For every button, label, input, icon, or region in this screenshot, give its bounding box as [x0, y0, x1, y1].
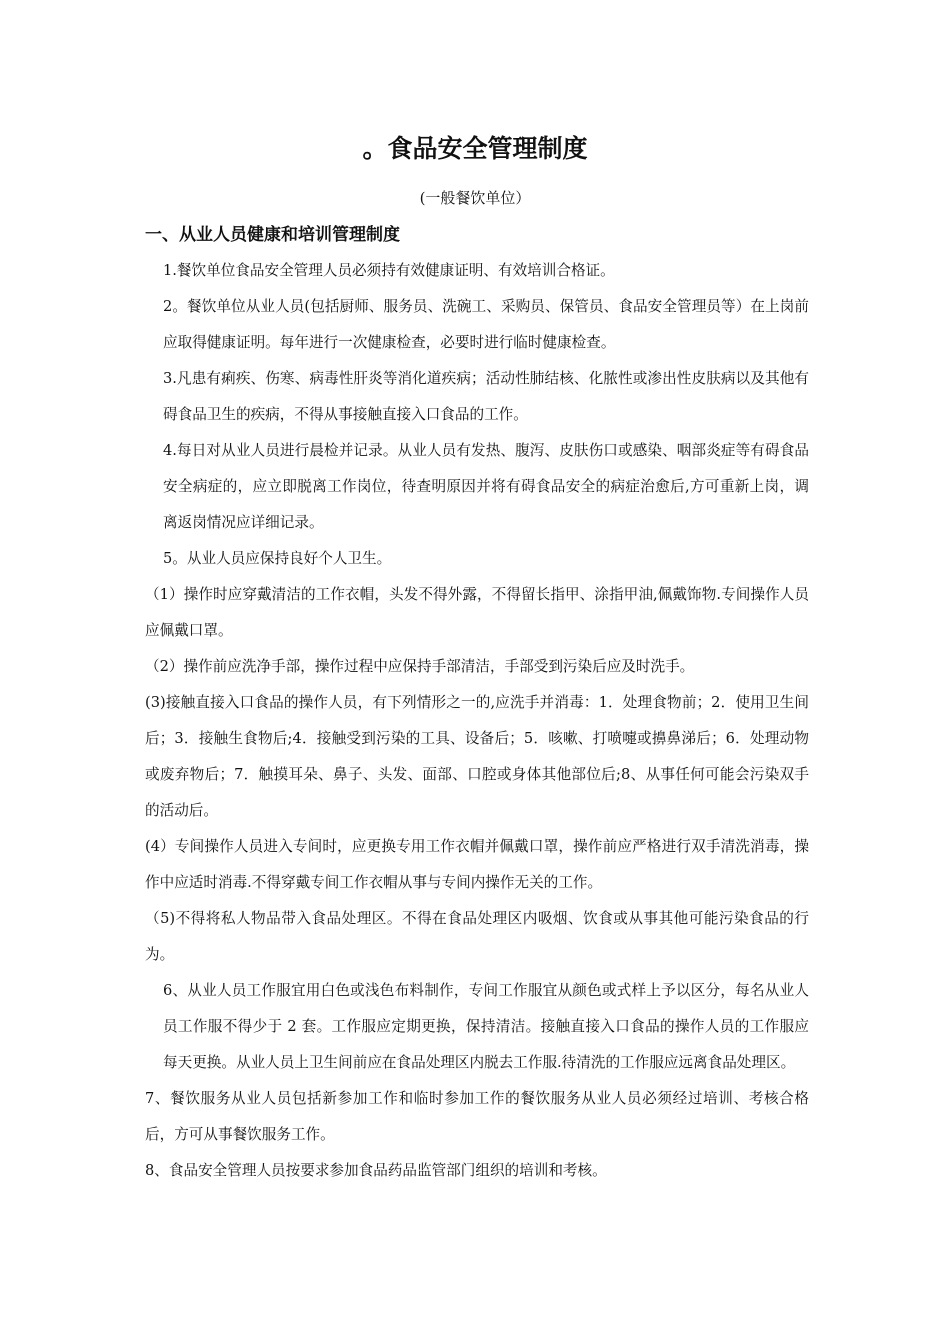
paragraph-1: 1.餐饮单位食品安全管理人员必须持有效健康证明、有效培训合格证。 [163, 262, 615, 279]
paragraph-4: 4.每日对从业人员进行晨检并记录。从业人员有发热、腹泻、皮肤伤口或感染、咽部炎症等有碍食品安全病症的，应立即脱离工作岗位，待查明原因并将有碍食品安全的病症治愈后,方可重新上岗，调离返岗情况应详细记录。 [163, 442, 809, 531]
paragraph-5-2: （2）操作前应洗净手部，操作过程中应保持手部清洁，手部受到污染后应及时洗手。 [145, 658, 695, 675]
document-body [145, 253, 809, 1189]
document-title: 。食品安全管理制度 [362, 134, 588, 163]
paragraph-6: 6、从业人员工作服宜用白色或浅色布料制作，专间工作服宜从颜色或式样上予以区分，每名从业人员工作服不得少于 2 套。工作服应定期更换，保持清洁。接触直接入口食品的操作人员的工作服应每天更换。从业人员上卫生间前应在食品处理区内脱去工作服.待清洗的工作服应远离食品处理区。 [163, 982, 809, 1071]
paragraph-5-1: （1）操作时应穿戴清洁的工作衣帽，头发不得外露，不得留长指甲、涂指甲油,佩戴饰物.专间操作人员应佩戴口罩。 [145, 586, 809, 639]
paragraph-5-5: （5)不得将私人物品带入食品处理区。不得在食品处理区内吸烟、饮食或从事其他可能污染食品的行为。 [145, 910, 809, 963]
section-heading: 一、从业人员健康和培训管理制度 [145, 225, 400, 245]
paragraph-5-3: (3)接触直接入口食品的操作人员，有下列情形之一的,应洗手并消毒：1．处理食物前；2．使用卫生间后；3．接触生食物后;4．接触受到污染的工具、设备后；5．咳嗽、打喷嚏或擤鼻涕后；6．处理动物或废弃物后；7．触摸耳朵、鼻子、头发、面部、口腔或身体其他部位后;8、从事任何可能会污染双手的活动后。 [145, 694, 809, 819]
paragraph-8: 8、食品安全管理人员按要求参加食品药品监管部门组织的培训和考核。 [145, 1162, 607, 1179]
document-subtitle: (一般餐饮单位） [419, 189, 531, 207]
paragraph-2: 2。餐饮单位从业人员(包括厨师、服务员、洗碗工、采购员、保管员、食品安全管理员等）在上岗前应取得健康证明。每年进行一次健康检查，必要时进行临时健康检查。 [163, 298, 809, 351]
paragraph-7: 7、餐饮服务从业人员包括新参加工作和临时参加工作的餐饮服务从业人员必须经过培训、考核合格后，方可从事餐饮服务工作。 [145, 1090, 809, 1143]
paragraph-3: 3.凡患有痢疾、伤寒、病毒性肝炎等消化道疾病；活动性肺结核、化脓性或渗出性皮肤病以及其他有碍食品卫生的疾病，不得从事接触直接入口食品的工作。 [163, 370, 809, 423]
paragraph-5-4: (4）专间操作人员进入专间时，应更换专用工作衣帽并佩戴口罩，操作前应严格进行双手清洗消毒，操作中应适时消毒.不得穿戴专间工作衣帽从事与专间内操作无关的工作。 [145, 838, 809, 891]
paragraph-5: 5。从业人员应保持良好个人卫生。 [163, 550, 392, 567]
